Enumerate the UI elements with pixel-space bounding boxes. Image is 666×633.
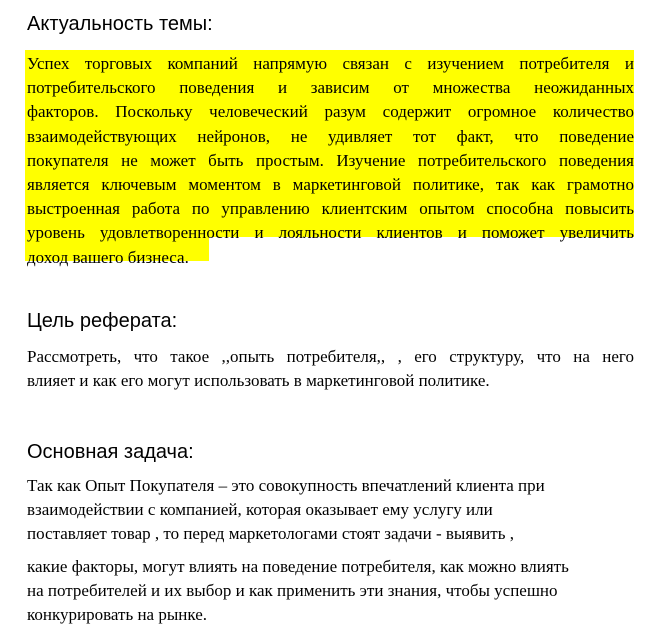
paragraph-line: доход вашего бизнеса.	[27, 247, 189, 267]
paragraph-line: потребительского поведения и зависим от множества неожиданных	[27, 78, 634, 98]
goal-paragraph	[27, 345, 634, 393]
paragraph-line: уровень удовлетворенности и лояльности клиентов и поможет увеличить	[27, 223, 634, 243]
paragraph-line: Успех торговых компаний напрямую связан с изучением потребителя и	[27, 54, 634, 73]
paragraph-line: взаимодействии с компанией, которая оказывает ему услугу или	[27, 500, 493, 520]
paragraph-line: выстроенная работа по управлению клиентским опытом способна повысить	[27, 199, 634, 219]
section-heading-relevance: Актуальность темы:	[27, 13, 213, 35]
paragraph-line: конкурировать на рынке.	[27, 605, 207, 625]
section-heading-task: Основная задача:	[27, 441, 194, 463]
section-heading-goal: Цель реферата:	[27, 310, 178, 332]
paragraph-line: является ключевым моментом в маркетинговой политике, так как грамотно	[27, 175, 634, 195]
task-paragraph	[27, 474, 627, 627]
paragraph-line: факторов. Поскольку человеческий разум содержит огромное количество	[27, 102, 634, 122]
paragraph-line: на потребителей и их выбор и как применить эти знания, чтобы успешно	[27, 580, 558, 600]
paragraph-line: Так как Опыт Покупателя – это совокупность впечатлений клиента при	[27, 476, 545, 495]
paragraph-line: какие факторы, могут влиять на поведение потребителя, как можно влиять	[27, 556, 569, 576]
paragraph-line: покупателя не может быть простым. Изучение потребительского поведения	[27, 150, 634, 170]
paragraph-line: взаимодействующих нейронов, не удивляет тот факт, что поведение	[27, 126, 634, 146]
paragraph-line: Рассмотреть, что такое ,,опыть потребителя,, , его структуру, что на него	[27, 347, 634, 366]
paragraph-line: поставляет товар , то перед маркетологами стоят задачи - выявить ,	[27, 524, 514, 544]
relevance-paragraph	[27, 52, 634, 270]
paragraph-line: влияет и как его могут использовать в маркетинговой политике.	[27, 371, 490, 391]
